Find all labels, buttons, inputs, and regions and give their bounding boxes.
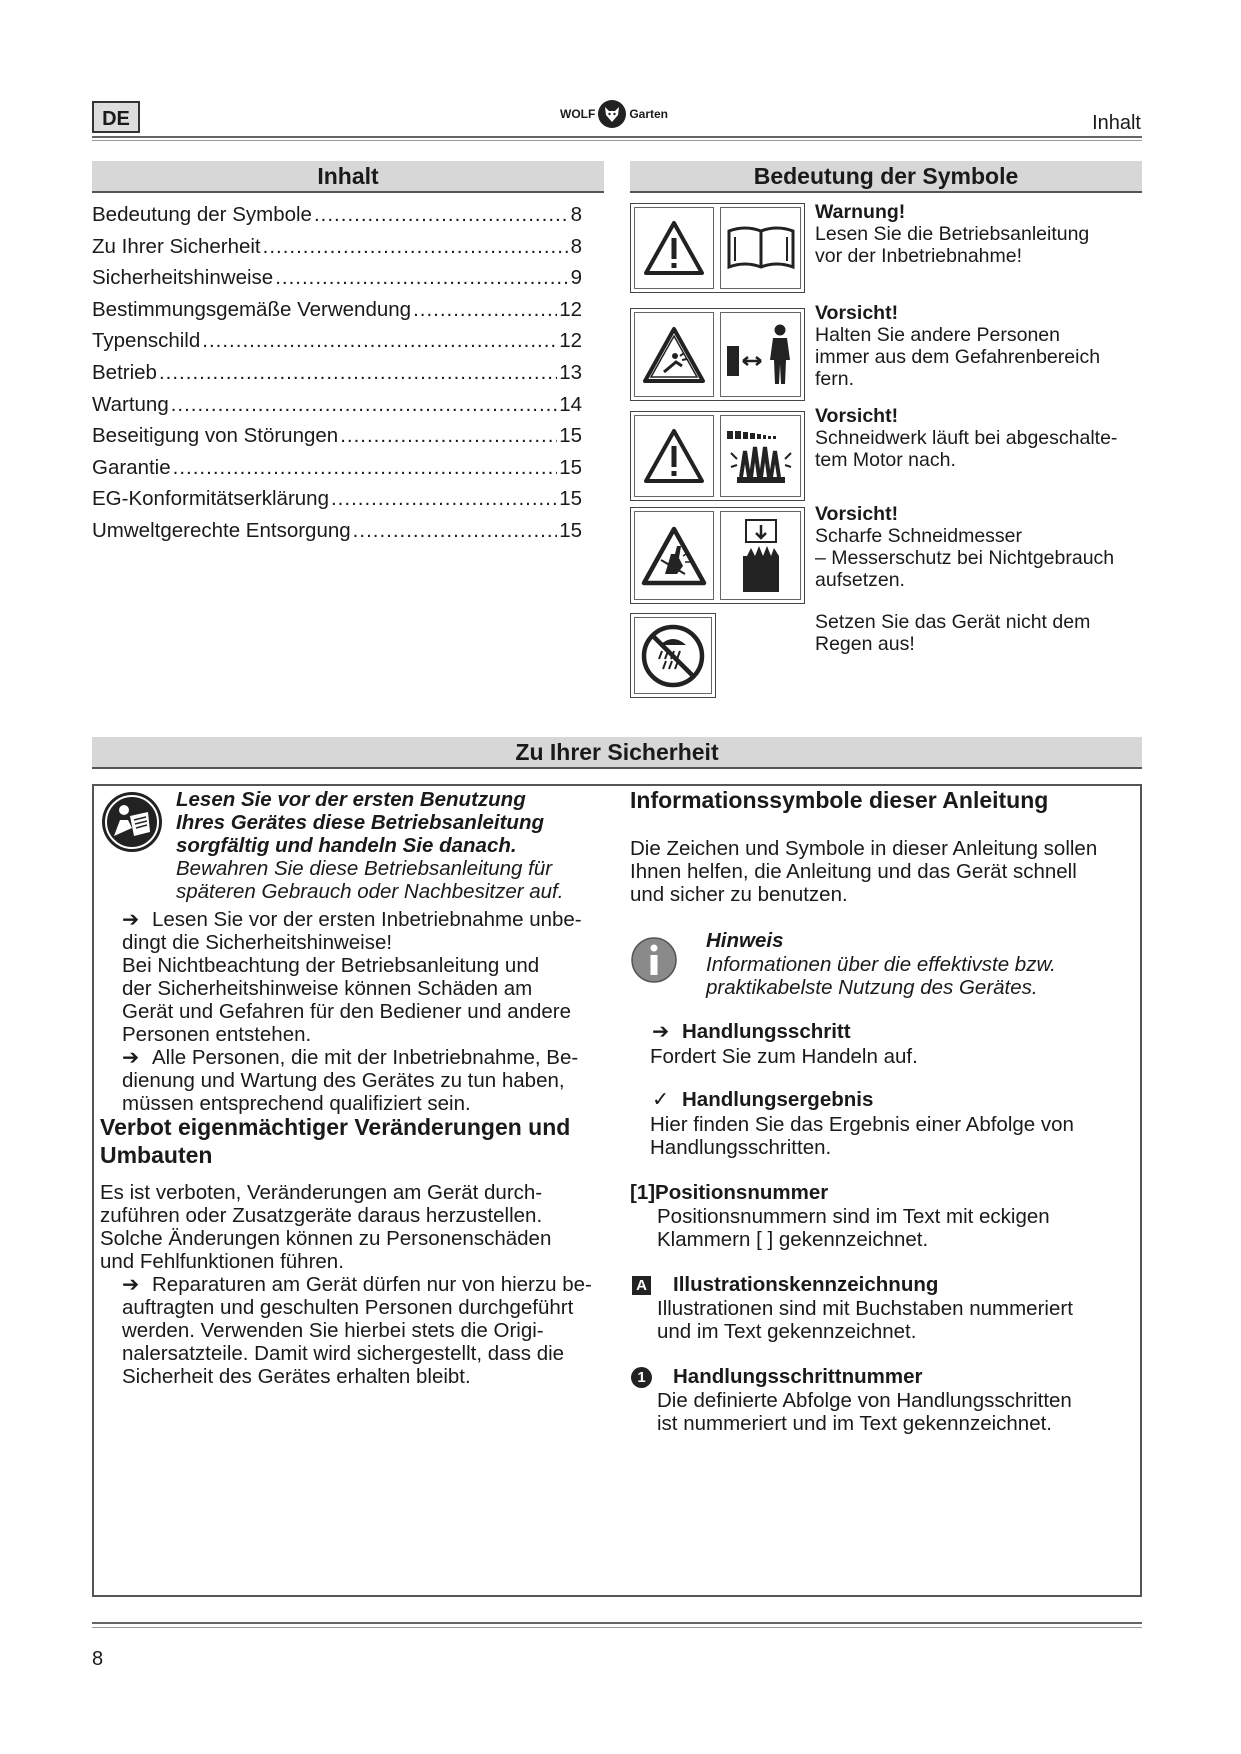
text-line: dienung und Wartung des Gerätes zu tun haben,: [122, 1069, 565, 1092]
text-line: auftragten und geschulten Personen durchgeführt: [122, 1296, 574, 1319]
thrown-objects-warning-icon: [634, 312, 714, 397]
wolf-head-icon: [598, 100, 626, 128]
text-line: werden. Verwenden Sie hierbei stets die Origi-: [122, 1319, 544, 1342]
symbol-warning-read-manual: [630, 203, 805, 293]
toc-leader: [171, 393, 557, 417]
illustration-title: Illustrationskennzeichnung: [673, 1273, 939, 1296]
step-text: Fordert Sie zum Handeln auf.: [650, 1045, 918, 1068]
toc-item-page: 13: [559, 360, 582, 384]
text-line: müssen entsprechend qualifiziert sein.: [122, 1092, 471, 1115]
toc-item-label: Umweltgerechte Entsorgung: [92, 518, 351, 542]
step-number-text: [657, 1389, 1072, 1435]
symbol-text-line: fern.: [815, 368, 855, 390]
symbol-text-line: tem Motor nach.: [815, 449, 956, 471]
step-title: Handlungsschritt: [682, 1020, 851, 1043]
text-line: dingt die Sicherheitshinweise!: [122, 931, 393, 954]
symbol-sharp-blades: [630, 507, 805, 604]
toc-item-label: Beseitigung von Störungen: [92, 424, 339, 448]
text-line: Handlungsschritten.: [650, 1136, 832, 1159]
info-icon: [630, 936, 678, 984]
safety-heading: Zu Ihrer Sicherheit: [92, 737, 1142, 769]
no-rain-icon: [634, 617, 712, 694]
rotating-blade-icon: [720, 415, 801, 497]
symbol-heading: Warnung!: [815, 201, 906, 223]
toc-item-label: Garantie: [92, 455, 171, 479]
arrow-right-icon: ➔: [122, 1046, 140, 1069]
toc-item-page: 15: [559, 487, 582, 511]
toc-item[interactable]: [92, 329, 582, 361]
symbol-text-line: Scharfe Schneidmesser: [815, 525, 1023, 547]
text-line: Lesen Sie vor der ersten Benutzung: [176, 788, 526, 811]
text-line: und Fehlfunktionen führen.: [100, 1250, 344, 1273]
symbol-text-line: Setzen Sie das Gerät nicht dem: [815, 611, 1091, 633]
symbol-description: [815, 503, 1135, 591]
brand-logo: [560, 98, 668, 130]
symbol-description: [815, 611, 1135, 655]
footer-rule-thin: [92, 1627, 1142, 1628]
text-line: und sicher zu benutzen.: [630, 883, 848, 906]
person-distance-icon: [720, 312, 801, 397]
text-line: zuführen oder Zusatzgeräte daraus herzustellen.: [100, 1204, 543, 1227]
safety-intro-bold: [176, 788, 544, 857]
blade-guard-icon: [720, 511, 801, 600]
toc-leader: [202, 329, 557, 353]
text-line: ist nummeriert und im Text gekennzeichnet.: [657, 1412, 1053, 1435]
text-line: Reparaturen am Gerät dürfen nur von hierzu be-: [152, 1273, 592, 1296]
text-line: Bei Nichtbeachtung der Betriebsanleitung und: [122, 954, 540, 977]
text-line: Verbot eigenmächtiger Veränderungen und: [100, 1114, 571, 1140]
toc-item-label: EG-Konformitätserklärung: [92, 487, 329, 511]
toc-item[interactable]: [92, 393, 582, 425]
arrow-right-icon: ➔: [122, 908, 140, 931]
text-line: Sicherheit des Gerätes erhalten bleibt.: [122, 1365, 471, 1388]
symbol-text-line: – Messerschutz bei Nichtgebrauch: [815, 547, 1115, 569]
toc-item[interactable]: [92, 424, 582, 456]
warning-triangle-icon: [634, 207, 714, 289]
checkmark-icon: ✓: [652, 1088, 670, 1111]
toc-leader: [314, 203, 569, 227]
symbol-text-line: Halten Sie andere Personen: [815, 324, 1060, 346]
symbol-blade-runs-on: [630, 411, 805, 501]
header-rule: [92, 136, 1142, 138]
text-line: Lesen Sie vor der ersten Inbetriebnahme unbe-: [152, 908, 582, 931]
hinweis-title: Hinweis: [706, 929, 784, 952]
read-manual-icon: [100, 790, 164, 854]
toc-item[interactable]: [92, 519, 582, 551]
symbol-text-line: vor der Inbetriebnahme!: [815, 245, 1023, 267]
toc-item-page: 14: [559, 392, 582, 416]
toc-item[interactable]: [92, 298, 582, 330]
text-line: Die Zeichen und Symbole in dieser Anleitung sollen: [630, 837, 1098, 860]
arrow-right-icon: ➔: [122, 1273, 140, 1296]
text-line: späteren Gebrauch oder Nachbesitzer auf.: [176, 880, 564, 903]
info-symbols-heading: Informationssymbole dieser Anleitung: [630, 787, 1049, 813]
header-section-title: Inhalt: [1092, 112, 1141, 134]
symbol-description: [815, 302, 1135, 390]
step-title-row: [652, 1020, 851, 1043]
open-book-icon: [720, 207, 801, 289]
toc-item-label: Betrieb: [92, 360, 157, 384]
toc-leader: [331, 487, 557, 511]
symbol-text-line: immer aus dem Gefahrenbereich: [815, 346, 1101, 368]
toc-heading: Inhalt: [92, 161, 604, 193]
page-number: 8: [92, 1648, 104, 1670]
text-line: der Sicherheitshinweise können Schäden am: [122, 977, 533, 1000]
step-number-title: Handlungsschrittnummer: [673, 1365, 923, 1388]
toc-leader: [263, 235, 569, 259]
toc-leader: [353, 519, 558, 543]
text-line: Informationen über die effektivste bzw.: [706, 953, 1056, 976]
symbol-heading: Vorsicht!: [815, 503, 899, 525]
modification-heading: [100, 1113, 570, 1169]
toc-item-page: 9: [570, 266, 582, 290]
result-title-row: [652, 1088, 873, 1111]
logo-text-left: WOLF: [560, 107, 596, 121]
text-line: Die definierte Abfolge von Handlungsschritten: [657, 1389, 1072, 1412]
toc-item[interactable]: [92, 487, 582, 519]
text-line: und im Text gekennzeichnet.: [657, 1320, 917, 1343]
text-line: Gerät und Gefahren für den Bediener und andere: [122, 1000, 572, 1023]
position-number-text: [657, 1205, 1050, 1251]
header-rule-thin: [92, 140, 1142, 141]
table-of-contents: [92, 203, 582, 551]
toc-item-label: Bestimmungsgemäße Verwendung: [92, 297, 412, 321]
modification-paragraph: [100, 1181, 551, 1273]
symbol-keep-distance: [630, 308, 805, 401]
illustration-text: [657, 1297, 1073, 1343]
toc-item-label: Typenschild: [92, 329, 201, 353]
cut-hand-warning-icon: [634, 511, 714, 600]
toc-item-page: 15: [559, 424, 582, 448]
toc-item-label: Sicherheitshinweise: [92, 266, 274, 290]
logo-text-right: Garten: [629, 107, 669, 121]
illustration-letter-icon: A: [632, 1276, 651, 1295]
toc-item-label: Wartung: [92, 392, 169, 416]
text-line: Solche Änderungen können zu Personenschäden: [100, 1227, 552, 1250]
text-line: Ihnen helfen, die Anleitung und das Gerät schnell: [630, 860, 1077, 883]
toc-item-page: 15: [559, 455, 582, 479]
toc-leader: [340, 424, 557, 448]
toc-item-page: 12: [559, 329, 582, 353]
toc-item-label: Zu Ihrer Sicherheit: [92, 234, 261, 258]
text-line: Hier finden Sie das Ergebnis einer Abfolge von: [650, 1113, 1074, 1136]
symbol-description: [815, 201, 1135, 267]
position-number-title: [1]Positionsnummer: [630, 1181, 829, 1204]
text-line: Alle Personen, die mit der Inbetriebnahme, Be-: [152, 1046, 579, 1069]
text-line: Positionsnummern sind im Text mit eckigen: [657, 1205, 1050, 1228]
symbol-text-line: aufsetzen.: [815, 569, 905, 591]
safety-intro-italic: [176, 857, 563, 903]
language-badge: DE: [92, 101, 140, 133]
text-line: sorgfältig und handeln Sie danach.: [176, 834, 517, 857]
text-line: praktikabelste Nutzung des Gerätes.: [706, 976, 1038, 999]
toc-item[interactable]: [92, 266, 582, 298]
symbol-heading: Vorsicht!: [815, 405, 899, 427]
text-line: Klammern [ ] gekennzeichnet.: [657, 1228, 929, 1251]
symbol-description: [815, 405, 1135, 471]
toc-item[interactable]: [92, 361, 582, 393]
toc-item[interactable]: [92, 203, 582, 235]
warning-triangle-icon: [634, 415, 714, 497]
toc-leader: [275, 266, 568, 290]
toc-leader: [413, 298, 557, 322]
text-line: Personen entstehen.: [122, 1023, 312, 1046]
toc-item-label: Bedeutung der Symbole: [92, 203, 312, 226]
toc-item-page: 12: [559, 297, 582, 321]
toc-item-page: 8: [570, 234, 582, 258]
toc-item[interactable]: [92, 235, 582, 267]
symbol-heading: Vorsicht!: [815, 302, 899, 324]
result-text: [650, 1113, 1074, 1159]
safety-bullet-3: [122, 1273, 592, 1388]
text-line: nalersatzteile. Damit wird sichergestellt, dass die: [122, 1342, 565, 1365]
text-line: Umbauten: [100, 1142, 213, 1168]
text-line: Illustrationen sind mit Buchstaben nummeriert: [657, 1297, 1073, 1320]
symbol-text-line: Schneidwerk läuft bei abgeschalte-: [815, 427, 1118, 449]
footer-rule: [92, 1622, 1142, 1624]
symbol-no-rain: [630, 613, 716, 698]
hinweis-text: [706, 953, 1056, 999]
step-number-icon: 1: [631, 1367, 652, 1388]
safety-bullet-1: [122, 908, 622, 1115]
symbols-heading: Bedeutung der Symbole: [630, 161, 1142, 193]
toc-item-page: 8: [570, 203, 582, 226]
symbol-text-line: Lesen Sie die Betriebsanleitung: [815, 223, 1090, 245]
symbol-text-line: Regen aus!: [815, 633, 915, 655]
toc-leader: [173, 456, 558, 480]
toc-leader: [159, 361, 557, 385]
toc-item[interactable]: [92, 456, 582, 488]
text-line: Es ist verboten, Veränderungen am Gerät durch-: [100, 1181, 543, 1204]
info-intro: [630, 837, 1097, 906]
result-title: Handlungsergebnis: [682, 1088, 874, 1111]
text-line: Ihres Gerätes diese Betriebsanleitung: [176, 811, 544, 834]
arrow-right-icon: ➔: [652, 1020, 670, 1043]
toc-item-page: 15: [559, 518, 582, 542]
text-line: Bewahren Sie diese Betriebsanleitung für: [176, 857, 553, 880]
